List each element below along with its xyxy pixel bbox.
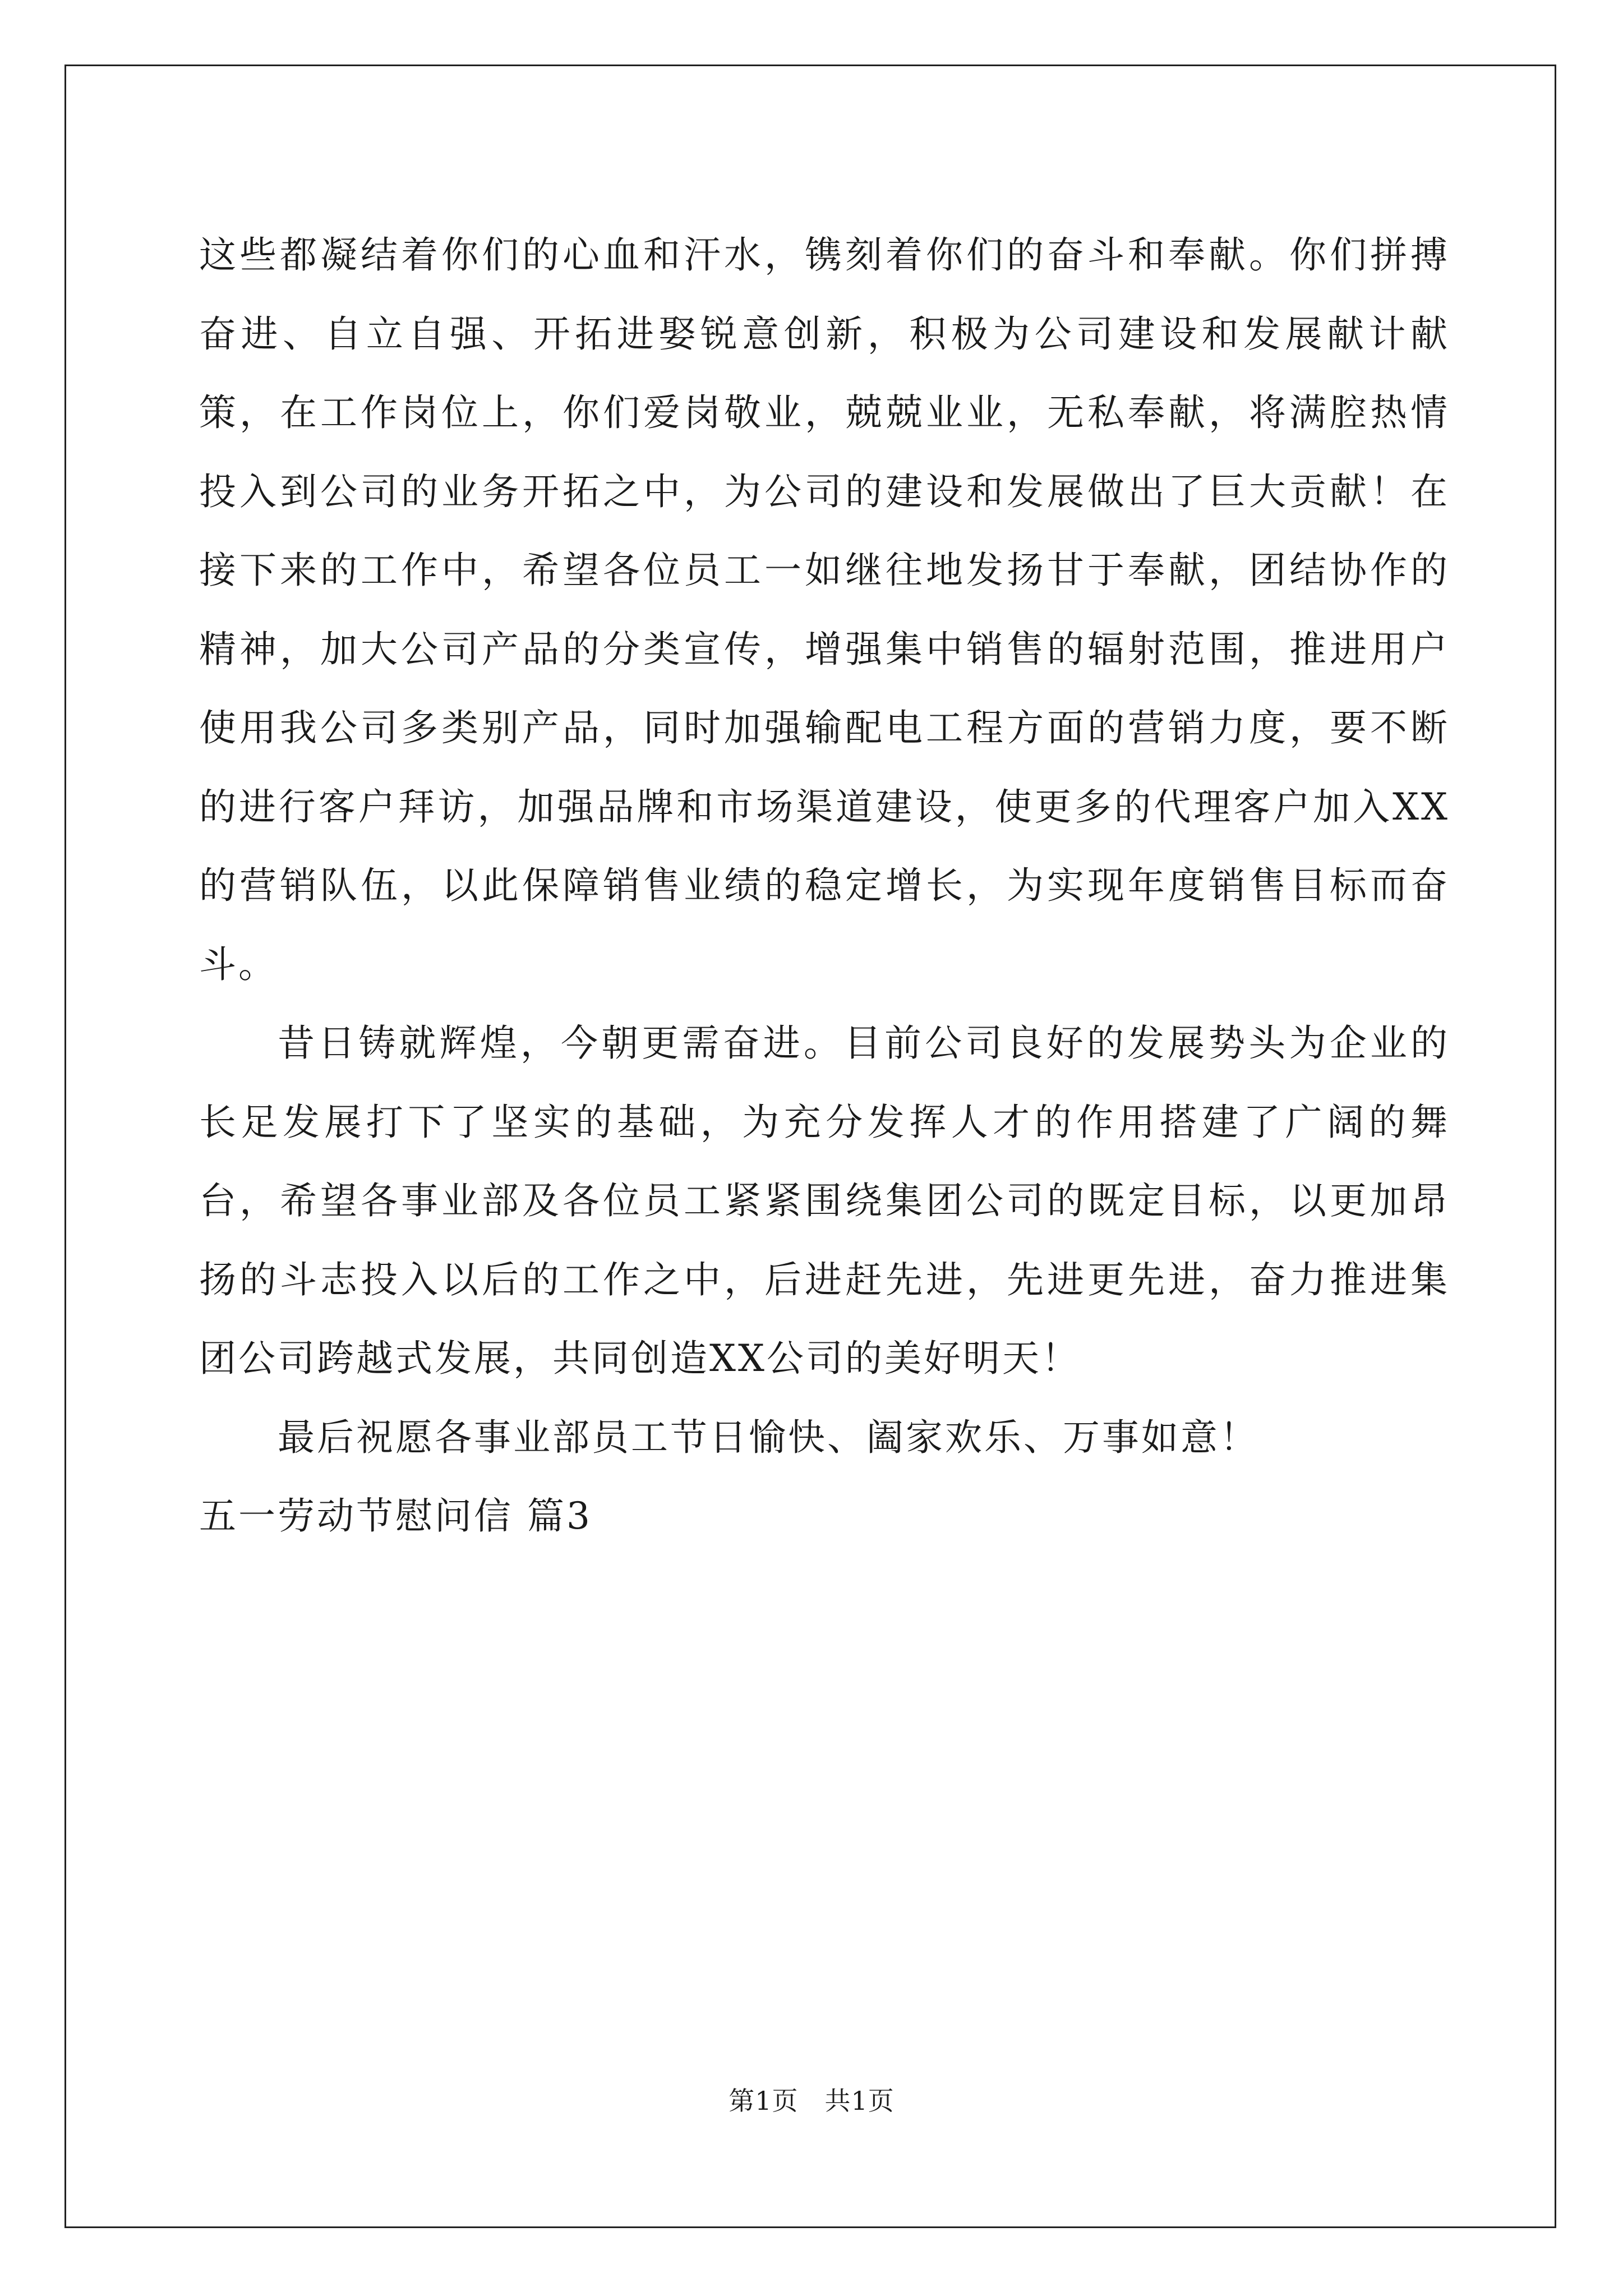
paragraph-outlook: 昔日铸就辉煌，今朝更需奋进。目前公司良好的发展势头为企业的长足发展打下了坚实的基础，为充分发挥人才的作用搭建了广阔的舞台，希望各事业部及各位员工紧紧围绕集团公司的既定目标，以更加昂扬的斗志投入以后的工作之中，后进赶先进，先进更先进，奋力推进集团公司跨越式发展，共同创造XX公司的美好明天！: [199, 1022, 1450, 1380]
document-body: [199, 216, 1450, 1556]
section-heading: 五一劳动节慰问信 篇3: [199, 1494, 592, 1538]
paragraph-continuation: 这些都凝结着你们的心血和汗水，镌刻着你们的奋斗和奉献。你们拼搏奋进、自立自强、开拓进娶锐意创新，积极为公司建设和发展献计献策，在工作岗位上，你们爱岗敬业，兢兢业业，无私奉献，将满腔热情投入到公司的业务开拓之中，为公司的建设和发展做出了巨大贡献！在接下来的工作中，希望各位员工一如继往地发扬甘于奉献，团结协作的精神，加大公司产品的分类宣传，增强集中销售的辐射范围，推进用户使用我公司多类别产品，同时加强输配电工程方面的营销力度，要不断的进行客户拜访，加强品牌和市场渠道建设，使更多的代理客户加入XX的营销队伍，以此保障销售业绩的稳定增长，为实现年度销售目标而奋斗。: [199, 233, 1450, 986]
page-footer: 第1页 共1页: [728, 2086, 895, 2116]
paragraph-closing-wish: 最后祝愿各事业部员工节日愉快、阖家欢乐、万事如意！: [278, 1415, 1259, 1459]
